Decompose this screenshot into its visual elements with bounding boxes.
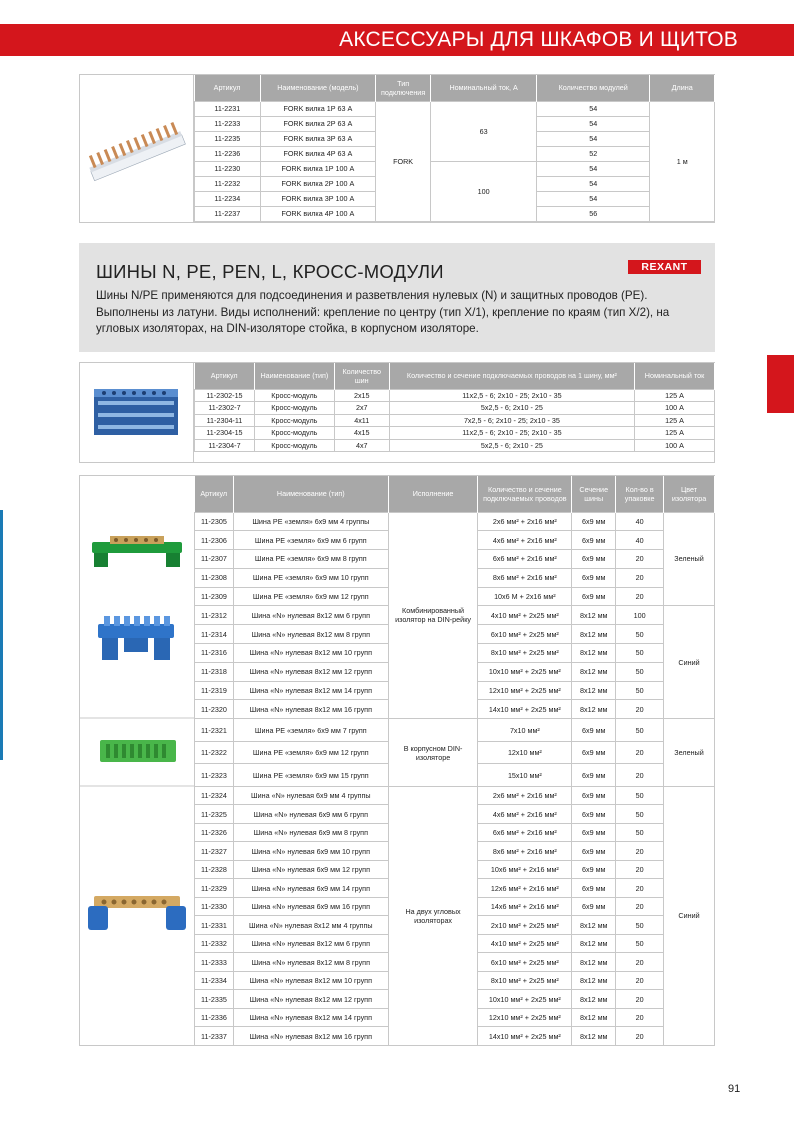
cross-col-name: Наименование (тип): [254, 363, 334, 389]
cell-section: 8х12 мм: [572, 990, 616, 1009]
cell-art: 11-2328: [195, 860, 234, 879]
cell-pack: 20: [616, 1008, 664, 1027]
cell-art: 11-2233: [195, 116, 261, 131]
cell-name: FORK вилка 3Р 63 А: [260, 131, 375, 146]
cell-wires: 6х6 мм² + 2х16 мм²: [478, 823, 572, 842]
cell-section: 6х9 мм: [572, 764, 616, 787]
cell-section: 11х2,5 - 6; 2х10 - 25; 2х10 - 35: [389, 427, 634, 440]
cell-wires: 14х6 мм² + 2х16 мм²: [478, 897, 572, 916]
cell-wires: 6х6 мм² + 2х16 мм²: [478, 550, 572, 569]
cell-section: 6х9 мм: [572, 860, 616, 879]
cell-section: 8х12 мм: [572, 681, 616, 700]
cell-section: 8х12 мм: [572, 625, 616, 644]
cell-pack: 50: [616, 786, 664, 805]
cell-wires: 14х10 мм² + 2х25 мм²: [478, 700, 572, 719]
cell-pack: 40: [616, 512, 664, 531]
cell-art: 11-2236: [195, 146, 261, 161]
cell-art: 11-2334: [195, 971, 234, 990]
table-row: [195, 512, 715, 531]
cell-wires: 4х6 мм² + 2х16 мм²: [478, 531, 572, 550]
cell-modules: 54: [537, 161, 650, 176]
cell-art: 11-2309: [195, 587, 234, 606]
cell-art: 11-2324: [195, 786, 234, 805]
cell-pack: 20: [616, 568, 664, 587]
cell-pack: 20: [616, 953, 664, 972]
cell-section: 6х9 мм: [572, 741, 616, 764]
cell-pack: 50: [616, 805, 664, 824]
table-row: [195, 786, 715, 805]
cell-pack: 50: [616, 644, 664, 663]
cell-name: Шина «N» нулевая 8х12 мм 10 групп: [233, 971, 388, 990]
cell-art: 11-2323: [195, 764, 234, 787]
cell-name: Шина «N» нулевая 8х12 мм 16 групп: [233, 1027, 388, 1046]
cell-qty: 2х7: [334, 402, 389, 415]
cell-section: 8х12 мм: [572, 1027, 616, 1046]
cell-art: 11-2329: [195, 879, 234, 898]
cell-wires: 6х10 мм² + 2х25 мм²: [478, 953, 572, 972]
cell-color: Зеленый: [664, 719, 715, 787]
cell-name: FORK вилка 4Р 63 А: [260, 146, 375, 161]
bus-col-name: Наименование (тип): [233, 476, 388, 512]
busbar-block: [79, 475, 715, 1046]
cell-art: 11-2304-7: [195, 439, 255, 452]
cell-pack: 20: [616, 971, 664, 990]
section-intro: [79, 243, 715, 352]
cell-section: 8х12 мм: [572, 1008, 616, 1027]
cell-pack: 50: [616, 719, 664, 742]
cell-current: 100: [431, 161, 537, 221]
cell-art: 11-2331: [195, 916, 234, 935]
cell-art: 11-2322: [195, 741, 234, 764]
cell-art: 11-2318: [195, 662, 234, 681]
cell-art: 11-2326: [195, 823, 234, 842]
cell-current: 100 А: [635, 439, 715, 452]
cell-art: 11-2336: [195, 1008, 234, 1027]
cell-pack: 20: [616, 842, 664, 861]
fork-col-art: Артикул: [195, 75, 261, 101]
cell-section: 6х9 мм: [572, 786, 616, 805]
cell-name: Шина «N» нулевая 6х9 мм 8 групп: [233, 823, 388, 842]
cell-section: 6х9 мм: [572, 879, 616, 898]
bus-col-execution: Исполнение: [388, 476, 478, 512]
cell-name: FORK вилка 1Р 63 А: [260, 101, 375, 116]
cell-art: 11-2333: [195, 953, 234, 972]
cell-qty: 2х15: [334, 389, 389, 402]
cell-name: Шина «N» нулевая 6х9 мм 6 групп: [233, 805, 388, 824]
cell-current: 100 А: [635, 402, 715, 415]
cell-type: FORK: [376, 101, 431, 221]
cell-art: 11-2302-7: [195, 402, 255, 415]
cell-section: 11х2,5 - 6; 2х10 - 25; 2х10 - 35: [389, 389, 634, 402]
page-number: 91: [728, 1083, 741, 1095]
table-row: [195, 719, 715, 742]
cell-name: Кросс-модуль: [254, 427, 334, 440]
cell-art: 11-2320: [195, 700, 234, 719]
cell-length: 1 м: [650, 101, 715, 221]
bus-col-color: Цвет изолятора: [664, 476, 715, 512]
cell-name: Шина «N» нулевая 8х12 мм 16 групп: [233, 700, 388, 719]
cell-modules: 52: [537, 146, 650, 161]
cell-pack: 20: [616, 1027, 664, 1046]
cell-modules: 54: [537, 191, 650, 206]
cell-wires: 8х10 мм² + 2х25 мм²: [478, 644, 572, 663]
cell-pack: 20: [616, 860, 664, 879]
cell-current: 125 А: [635, 389, 715, 402]
table-row: [195, 414, 715, 427]
cell-pack: 50: [616, 823, 664, 842]
cell-section: 5х2,5 - 6; 2х10 - 25: [389, 402, 634, 415]
fork-busbar-image: [80, 75, 194, 222]
cell-art: 11-2332: [195, 934, 234, 953]
cell-wires: 7х10 мм²: [478, 719, 572, 742]
cell-wires: 8х6 мм² + 2х16 мм²: [478, 842, 572, 861]
cell-pack: 50: [616, 625, 664, 644]
cell-modules: 54: [537, 101, 650, 116]
cell-modules: 54: [537, 116, 650, 131]
cell-name: Шина «N» нулевая 8х12 мм 12 групп: [233, 990, 388, 1009]
cell-pack: 20: [616, 897, 664, 916]
section-title: ШИНЫ N, PE, PEN, L, КРОСС-МОДУЛИ: [96, 261, 444, 282]
cell-section: 8х12 мм: [572, 606, 616, 625]
cell-name: Шина PE «земля» 6х9 мм 15 групп: [233, 764, 388, 787]
bus-col-section: Сечение шины: [572, 476, 616, 512]
fork-col-current: Номинальный ток, А: [431, 75, 537, 101]
green-pe-bar-image: [92, 536, 182, 567]
cell-section: 7х2,5 - 6; 2х10 - 25; 2х10 - 35: [389, 414, 634, 427]
cell-wires: 12х10 мм² + 2х25 мм²: [478, 1008, 572, 1027]
cell-pack: 20: [616, 990, 664, 1009]
cell-modules: 56: [537, 206, 650, 221]
cell-art: 11-2304-11: [195, 414, 255, 427]
table-row: [195, 161, 715, 176]
cell-execution: Комбинированный изолятор на DIN-рейку: [388, 512, 478, 719]
cell-name: Шина «N» нулевая 6х9 мм 14 групп: [233, 879, 388, 898]
cell-section: 8х12 мм: [572, 644, 616, 663]
cell-name: Шина «N» нулевая 8х12 мм 12 групп: [233, 662, 388, 681]
cell-pack: 20: [616, 550, 664, 569]
left-margin-marker: [0, 510, 3, 760]
cross-col-qty: Количество шин: [334, 363, 389, 389]
cell-pack: 100: [616, 606, 664, 625]
cell-wires: 12х10 мм²: [478, 741, 572, 764]
cell-wires: 8х6 мм² + 2х16 мм²: [478, 568, 572, 587]
cell-modules: 54: [537, 176, 650, 191]
cell-pack: 20: [616, 741, 664, 764]
cell-section: 6х9 мм: [572, 568, 616, 587]
chapter-tab: [767, 355, 794, 413]
cell-name: Шина «N» нулевая 8х12 мм 10 групп: [233, 644, 388, 663]
cell-name: Шина PE «земля» 6х9 мм 12 групп: [233, 741, 388, 764]
cell-section: 8х12 мм: [572, 662, 616, 681]
table-row: [195, 389, 715, 402]
cell-name: FORK вилка 4Р 100 А: [260, 206, 375, 221]
table-row: [195, 101, 715, 116]
cell-section: 6х9 мм: [572, 805, 616, 824]
cell-name: Шина PE «земля» 6х9 мм 4 группы: [233, 512, 388, 531]
cell-section: 8х12 мм: [572, 916, 616, 935]
cell-execution: На двух угловых изоляторах: [388, 786, 478, 1045]
cell-name: Кросс-модуль: [254, 414, 334, 427]
cell-modules: 54: [537, 131, 650, 146]
cell-name: Шина «N» нулевая 8х12 мм 4 группы: [233, 916, 388, 935]
bus-col-wires: Количество и сечение подключаемых проводов: [478, 476, 572, 512]
cell-pack: 50: [616, 934, 664, 953]
cell-name: Кросс-модуль: [254, 439, 334, 452]
cell-name: Шина «N» нулевая 8х12 мм 6 групп: [233, 934, 388, 953]
cell-art: 11-2237: [195, 206, 261, 221]
cell-art: 11-2330: [195, 897, 234, 916]
cell-execution: В корпусном DIN-изоляторе: [388, 719, 478, 787]
cell-art: 11-2335: [195, 990, 234, 1009]
fork-col-name: Наименование (модель): [260, 75, 375, 101]
cell-name: Шина «N» нулевая 8х12 мм 14 групп: [233, 681, 388, 700]
cell-pack: 20: [616, 587, 664, 606]
cell-art: 11-2316: [195, 644, 234, 663]
cell-section: 8х12 мм: [572, 971, 616, 990]
cell-art: 11-2319: [195, 681, 234, 700]
cell-wires: 14х10 мм² + 2х25 мм²: [478, 1027, 572, 1046]
cross-col-art: Артикул: [195, 363, 255, 389]
cell-section: 6х9 мм: [572, 719, 616, 742]
cell-name: Шина PE «земля» 6х9 мм 10 групп: [233, 568, 388, 587]
page-header-banner: [0, 24, 794, 56]
cell-wires: 15х10 мм²: [478, 764, 572, 787]
cell-name: Кросс-модуль: [254, 402, 334, 415]
cell-name: Шина «N» нулевая 6х9 мм 16 групп: [233, 897, 388, 916]
cell-wires: 4х6 мм² + 2х16 мм²: [478, 805, 572, 824]
cell-section: 6х9 мм: [572, 823, 616, 842]
cell-art: 11-2302-15: [195, 389, 255, 402]
cell-art: 11-2231: [195, 101, 261, 116]
green-housing-bar-image: [100, 740, 176, 762]
cell-current: 63: [431, 101, 537, 161]
cell-wires: 2х6 мм² + 2х16 мм²: [478, 512, 572, 531]
cell-current: 125 А: [635, 414, 715, 427]
cell-wires: 10х10 мм² + 2х25 мм²: [478, 990, 572, 1009]
cell-art: 11-2308: [195, 568, 234, 587]
cell-wires: 10х6 мм² + 2х16 мм²: [478, 860, 572, 879]
cross-module-table: [194, 363, 715, 452]
cell-pack: 50: [616, 662, 664, 681]
cell-pack: 20: [616, 764, 664, 787]
busbar-images: [80, 476, 194, 1045]
cell-name: Шина «N» нулевая 6х9 мм 12 групп: [233, 860, 388, 879]
cell-wires: 6х10 мм² + 2х25 мм²: [478, 625, 572, 644]
page-header-title: АКСЕССУАРЫ ДЛЯ ШКАФОВ И ЩИТОВ: [339, 28, 738, 51]
blue-n-bar-image: [98, 616, 174, 660]
cross-module-image: [80, 363, 194, 462]
cell-wires: 4х10 мм² + 2х25 мм²: [478, 606, 572, 625]
cell-name: FORK вилка 3Р 100 А: [260, 191, 375, 206]
cell-qty: 4х15: [334, 427, 389, 440]
cell-art: 11-2230: [195, 161, 261, 176]
cross-module-block: [79, 362, 715, 463]
cell-name: Шина «N» нулевая 8х12 мм 8 групп: [233, 625, 388, 644]
cell-art: 11-2337: [195, 1027, 234, 1046]
cell-wires: 12х6 мм² + 2х16 мм²: [478, 879, 572, 898]
cell-art: 11-2232: [195, 176, 261, 191]
cell-wires: 2х10 мм² + 2х25 мм²: [478, 916, 572, 935]
cell-art: 11-2327: [195, 842, 234, 861]
cell-art: 11-2304-15: [195, 427, 255, 440]
fork-col-length: Длина: [650, 75, 715, 101]
cell-art: 11-2306: [195, 531, 234, 550]
cell-qty: 4х7: [334, 439, 389, 452]
cell-section: 5х2,5 - 6; 2х10 - 25: [389, 439, 634, 452]
fork-table: [194, 75, 715, 222]
cell-section: 8х12 мм: [572, 934, 616, 953]
cell-art: 11-2307: [195, 550, 234, 569]
cell-section: 6х9 мм: [572, 550, 616, 569]
cross-col-current: Номинальный ток: [635, 363, 715, 389]
cell-name: Шина PE «земля» 6х9 мм 7 групп: [233, 719, 388, 742]
cell-name: Шина PE «земля» 6х9 мм 6 групп: [233, 531, 388, 550]
cell-section: 6х9 мм: [572, 587, 616, 606]
fork-block: [79, 74, 715, 223]
bus-col-pack: Кол-во в упаковке: [616, 476, 664, 512]
cell-pack: 40: [616, 531, 664, 550]
cell-section: 6х9 мм: [572, 897, 616, 916]
cell-name: Шина PE «земля» 6х9 мм 8 групп: [233, 550, 388, 569]
cell-name: Кросс-модуль: [254, 389, 334, 402]
cell-wires: 2х6 мм² + 2х16 мм²: [478, 786, 572, 805]
cell-wires: 12х10 мм² + 2х25 мм²: [478, 681, 572, 700]
cell-art: 11-2234: [195, 191, 261, 206]
brass-bar-corner-insulators-image: [88, 896, 186, 930]
cell-name: FORK вилка 2Р 100 А: [260, 176, 375, 191]
cell-art: 11-2235: [195, 131, 261, 146]
cell-wires: 8х10 мм² + 2х25 мм²: [478, 971, 572, 990]
section-description: Шины N/PE применяются для подсоединения и разветвления нулевых (N) и защитных проводов (PE). Выполнены из латуни. Виды исполнений: крепление по центру (тип X/1), крепление по краям (тип X/2), на угловых изоляторах, на DIN-изоляторе стойка, в корпусном изоляторе.: [96, 289, 670, 335]
table-row: [195, 439, 715, 452]
cell-name: Шина «N» нулевая 8х12 мм 8 групп: [233, 953, 388, 972]
cell-name: Шина «N» нулевая 6х9 мм 4 группы: [233, 786, 388, 805]
cell-art: 11-2321: [195, 719, 234, 742]
fork-col-modules: Количество модулей: [537, 75, 650, 101]
fork-col-type: Тип подключения: [376, 75, 431, 101]
cell-color: Синий: [664, 606, 715, 719]
cell-wires: 10х6 М + 2х16 мм²: [478, 587, 572, 606]
cross-col-section: Количество и сечение подключаемых проводов на 1 шину, мм²: [389, 363, 634, 389]
cell-wires: 4х10 мм² + 2х25 мм²: [478, 934, 572, 953]
cell-color: Зеленый: [664, 512, 715, 606]
cell-art: 11-2312: [195, 606, 234, 625]
cell-art: 11-2325: [195, 805, 234, 824]
cell-pack: 20: [616, 700, 664, 719]
cell-pack: 20: [616, 879, 664, 898]
cell-wires: 10х10 мм² + 2х25 мм²: [478, 662, 572, 681]
cell-name: Шина «N» нулевая 8х12 мм 14 групп: [233, 1008, 388, 1027]
rexant-logo: REXANT: [628, 260, 701, 274]
cell-current: 125 А: [635, 427, 715, 440]
bus-col-art: Артикул: [195, 476, 234, 512]
cell-section: 6х9 мм: [572, 842, 616, 861]
table-row: [195, 402, 715, 415]
cell-qty: 4х11: [334, 414, 389, 427]
cell-section: 6х9 мм: [572, 531, 616, 550]
cell-name: FORK вилка 1Р 100 А: [260, 161, 375, 176]
cell-section: 8х12 мм: [572, 700, 616, 719]
cell-name: Шина PE «земля» 6х9 мм 12 групп: [233, 587, 388, 606]
cell-art: 11-2305: [195, 512, 234, 531]
cell-name: Шина «N» нулевая 8х12 мм 6 групп: [233, 606, 388, 625]
table-row: [195, 427, 715, 440]
cell-pack: 50: [616, 681, 664, 700]
cell-color: Синий: [664, 786, 715, 1045]
busbar-table: [194, 476, 715, 1046]
cell-art: 11-2314: [195, 625, 234, 644]
cell-name: Шина «N» нулевая 6х9 мм 10 групп: [233, 842, 388, 861]
cell-section: 8х12 мм: [572, 953, 616, 972]
cell-section: 6х9 мм: [572, 512, 616, 531]
cell-name: FORK вилка 2Р 63 А: [260, 116, 375, 131]
cell-pack: 50: [616, 916, 664, 935]
